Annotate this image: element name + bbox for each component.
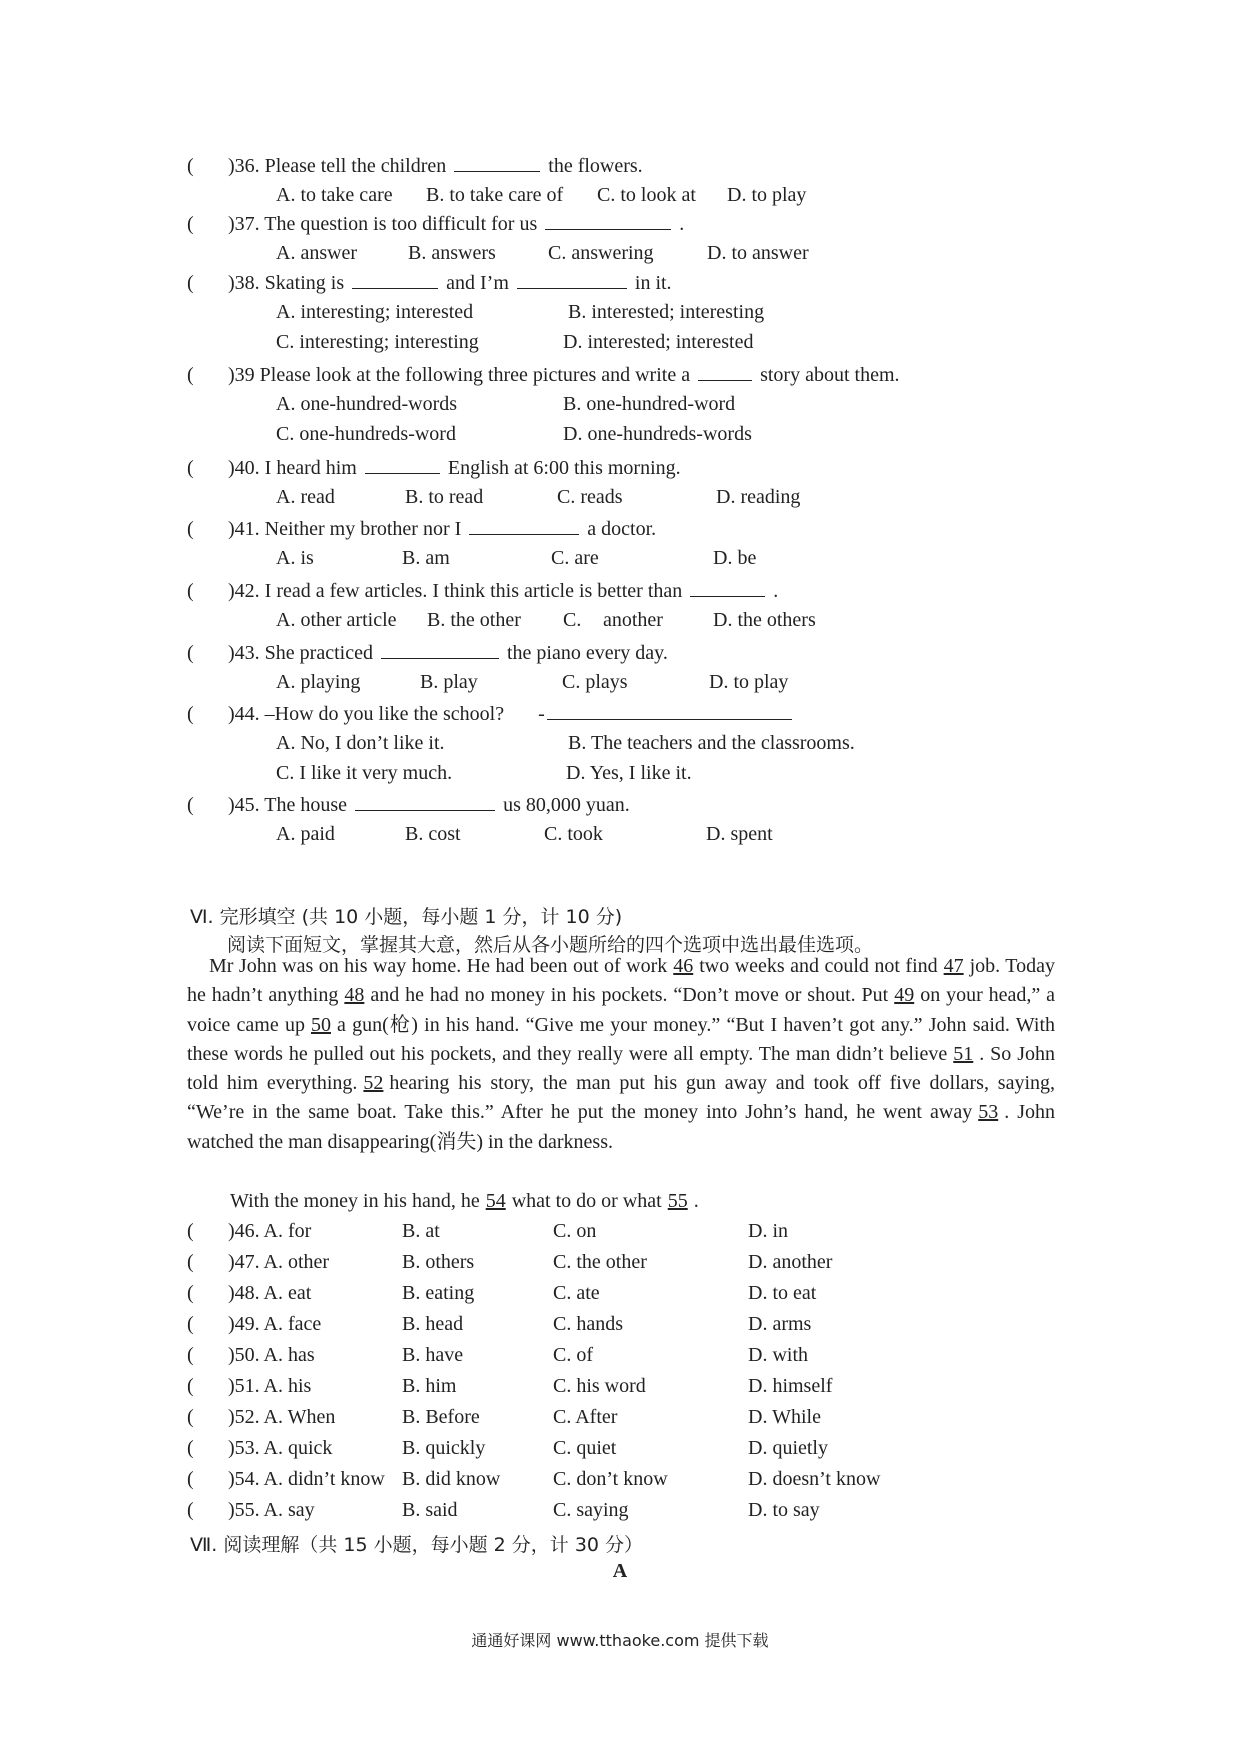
question-stem [228, 577, 778, 605]
answer-paren[interactable]: ( [187, 518, 194, 540]
option: C. ate [553, 1282, 600, 1304]
cloze-blank: 47 [943, 955, 964, 977]
cloze-question-text: )53. A. quick [228, 1437, 333, 1459]
answer-blank [698, 362, 752, 381]
cloze-blank: 46 [673, 955, 694, 977]
option: C. quiet [553, 1437, 617, 1459]
option: B. have [402, 1344, 464, 1366]
question-text: . [773, 580, 779, 602]
option: C. took [544, 823, 603, 845]
question-stem [228, 152, 643, 180]
cloze-question-text: )50. A. has [228, 1344, 315, 1366]
passage-text: and he had no money in his pockets. “Don’t move or shout. Put [370, 984, 889, 1007]
option: D. arms [748, 1313, 812, 1335]
cloze-blank: 53 [978, 1101, 999, 1124]
section-6-instructions: 阅读下面短文，掌握其大意，然后从各小题所给的四个选项中选出最佳选项。 [227, 934, 874, 956]
passage-text: what to do or what [511, 1190, 662, 1212]
answer-paren[interactable]: ( [187, 364, 194, 386]
question-text: )39 Please look at the following three pictures and write a [228, 364, 691, 386]
reading-passage-label: A [612, 1560, 628, 1582]
cloze-blank: 52 [363, 1072, 384, 1095]
option: D. reading [716, 486, 801, 508]
question-stem [228, 791, 630, 819]
option: B. said [402, 1499, 458, 1521]
answer-paren[interactable]: ( [187, 272, 194, 294]
option: another [603, 609, 663, 631]
option: C. I like it very much. [276, 762, 453, 784]
option: C. one-hundreds-word [276, 423, 456, 445]
option: B. the other [427, 609, 521, 631]
option: C. to look at [597, 184, 696, 206]
answer-paren[interactable]: ( [187, 703, 194, 725]
option: D. another [748, 1251, 833, 1273]
answer-blank [517, 270, 627, 289]
option: A. paid [276, 823, 335, 845]
option: C. don’t know [553, 1468, 668, 1490]
option: C. plays [562, 671, 628, 693]
option: B. to take care of [426, 184, 564, 206]
option: D. Yes, I like it. [566, 762, 692, 784]
option: D. quietly [748, 1437, 828, 1459]
question-stem [228, 515, 656, 543]
option: B. to read [405, 486, 484, 508]
passage-text: hearing his story, the man put his gun away and took off five dollars, saying, “We’re in the same boat. Take this.” After he put the money into John’s hand, he went away [187, 1072, 1055, 1124]
passage-text: With the money in his hand, he [230, 1190, 480, 1212]
answer-paren[interactable]: ( [187, 1313, 194, 1335]
question-stem [228, 269, 672, 297]
option: B. at [402, 1220, 440, 1242]
question-text: )40. I heard him [228, 457, 357, 479]
passage-text: two weeks and could not find [699, 955, 938, 977]
cloze-blank: 51 [953, 1042, 974, 1065]
option: A. answer [276, 242, 358, 264]
passage-text: Mr John was on his way home. He had been out of work [209, 955, 668, 977]
option: C. reads [557, 486, 623, 508]
option: C. After [553, 1406, 618, 1428]
option: B. Before [402, 1406, 480, 1428]
question-text: )44. –How do you like the school? [228, 703, 505, 725]
passage-text: . So John told him everything. [187, 1042, 1055, 1095]
answer-paren[interactable]: ( [187, 213, 194, 235]
answer-paren[interactable]: ( [187, 1499, 194, 1521]
answer-paren[interactable]: ( [187, 457, 194, 479]
passage-text: on your head,” a voice came up [187, 984, 1055, 1036]
option: D. one-hundreds-words [563, 423, 752, 445]
question-text: )37. The question is too difficult for us [228, 213, 538, 235]
option: D. be [713, 547, 757, 569]
option: A. read [276, 486, 335, 508]
question-text: in it. [634, 272, 672, 294]
option: B. quickly [402, 1437, 486, 1459]
question-text: a doctor. [587, 518, 657, 540]
option: B. cost [405, 823, 461, 845]
option: D. spent [706, 823, 773, 845]
option: B. eating [402, 1282, 475, 1304]
question-text: us 80,000 yuan. [503, 794, 630, 816]
option: A. to take care [276, 184, 393, 206]
option: D. to answer [707, 242, 809, 264]
option: D. in [748, 1220, 788, 1242]
section-6-title: Ⅵ. 完形填空 (共 10 小题，每小题 1 分，计 10 分) [190, 906, 623, 928]
cloze-question-text: )49. A. face [228, 1313, 322, 1335]
answer-paren[interactable]: ( [187, 1344, 194, 1366]
option: C. hands [553, 1313, 623, 1335]
option: D. with [748, 1344, 808, 1366]
option: B. answers [408, 242, 496, 264]
answer-paren[interactable]: ( [187, 1406, 194, 1428]
option: C. on [553, 1220, 597, 1242]
section-7-title: Ⅶ. 阅读理解（共 15 小题，每小题 2 分，计 30 分） [190, 1534, 644, 1556]
question-text: )36. Please tell the children [228, 155, 447, 177]
cloze-blank: 50 [310, 1013, 331, 1036]
footer-watermark: 通通好课网 www.tthaoke.com 提供下载 [471, 1631, 769, 1650]
question-text: )38. Skating is [228, 272, 345, 294]
cloze-blank: 49 [894, 984, 915, 1007]
option: A. is [276, 547, 314, 569]
question-text: )42. I read a few articles. I think this article is better than [228, 580, 683, 602]
option: C. [563, 609, 582, 631]
answer-blank [547, 701, 792, 720]
cloze-blank: 55 [667, 1190, 688, 1212]
answer-blank [355, 792, 495, 811]
dash: - [538, 703, 545, 725]
cloze-passage-last-line [230, 1187, 1050, 1216]
option: D. the others [713, 609, 816, 631]
cloze-blank: 54 [485, 1190, 506, 1212]
option: C. interesting; interesting [276, 331, 479, 353]
cloze-passage [187, 952, 1055, 1157]
option: B. interested; interesting [568, 301, 765, 323]
option: C. are [551, 547, 599, 569]
answer-blank [454, 153, 540, 172]
option: B. The teachers and the classrooms. [568, 732, 855, 754]
option: B. one-hundred-word [563, 393, 736, 415]
option: D. to play [709, 671, 789, 693]
option: D. While [748, 1406, 821, 1428]
question-text: )41. Neither my brother nor I [228, 518, 462, 540]
option: D. to eat [748, 1282, 817, 1304]
answer-paren[interactable]: ( [187, 1251, 194, 1273]
question-stem [228, 210, 684, 238]
question-text: the flowers. [548, 155, 643, 177]
answer-paren[interactable]: ( [187, 642, 194, 664]
question-text: English at 6:00 this morning. [447, 457, 681, 479]
answer-blank [381, 640, 499, 659]
option: B. head [402, 1313, 464, 1335]
option: B. did know [402, 1468, 501, 1490]
answer-paren[interactable]: ( [187, 794, 194, 816]
option: B. play [420, 671, 478, 693]
option: D. interested; interested [563, 331, 754, 353]
option: A. playing [276, 671, 361, 693]
passage-text: . John watched the man disappearing(消失) in the darkness. [187, 1101, 1055, 1153]
cloze-question-text: )52. A. When [228, 1406, 336, 1428]
option: A. one-hundred-words [276, 393, 458, 415]
option: B. am [402, 547, 450, 569]
question-text: . [679, 213, 685, 235]
answer-blank [352, 270, 438, 289]
option: C. his word [553, 1375, 646, 1397]
question-text: )45. The house [228, 794, 348, 816]
option: C. of [553, 1344, 593, 1366]
cloze-blank: 48 [344, 984, 365, 1007]
option: A. No, I don’t like it. [276, 732, 445, 754]
option: C. the other [553, 1251, 647, 1273]
passage-text: job. Today he hadn’t anything [187, 955, 1055, 1007]
answer-blank [690, 578, 765, 597]
option: A. other article [276, 609, 397, 631]
cloze-question-text: )47. A. other [228, 1251, 330, 1273]
option: D. to play [727, 184, 807, 206]
question-stem [228, 454, 681, 482]
answer-paren[interactable]: ( [187, 1468, 194, 1490]
option: D. himself [748, 1375, 833, 1397]
option: C. saying [553, 1499, 629, 1521]
cloze-question-text: )51. A. his [228, 1375, 312, 1397]
answer-paren[interactable]: ( [187, 580, 194, 602]
option: B. others [402, 1251, 475, 1273]
cloze-question-text: )48. A. eat [228, 1282, 312, 1304]
question-text: story about them. [760, 364, 900, 386]
option: B. him [402, 1375, 457, 1397]
answer-paren[interactable]: ( [187, 1375, 194, 1397]
option: C. answering [548, 242, 654, 264]
passage-text: . [693, 1190, 699, 1212]
option: D. doesn’t know [748, 1468, 881, 1490]
answer-paren[interactable]: ( [187, 155, 194, 177]
answer-blank [545, 211, 671, 230]
question-text: the piano every day. [506, 642, 668, 664]
question-stem [228, 700, 800, 728]
cloze-question-text: )54. A. didn’t know [228, 1468, 385, 1490]
answer-paren[interactable]: ( [187, 1220, 194, 1242]
question-stem [228, 361, 900, 389]
cloze-question-text: )55. A. say [228, 1499, 315, 1521]
question-stem [228, 639, 668, 667]
answer-paren[interactable]: ( [187, 1282, 194, 1304]
passage-text: a gun(枪) in his hand. “Give me your money.” “But I haven’t got any.” John said. With these words he pulled out his pockets, and they really were all empty. The man didn’t believe [187, 1013, 1056, 1065]
cloze-question-text: )46. A. for [228, 1220, 312, 1242]
question-text: )43. She practiced [228, 642, 373, 664]
question-text: and I’m [446, 272, 509, 294]
answer-paren[interactable]: ( [187, 1437, 194, 1459]
option: D. to say [748, 1499, 820, 1521]
answer-blank [365, 455, 440, 474]
answer-blank [469, 516, 579, 535]
option: A. interesting; interested [276, 301, 474, 323]
